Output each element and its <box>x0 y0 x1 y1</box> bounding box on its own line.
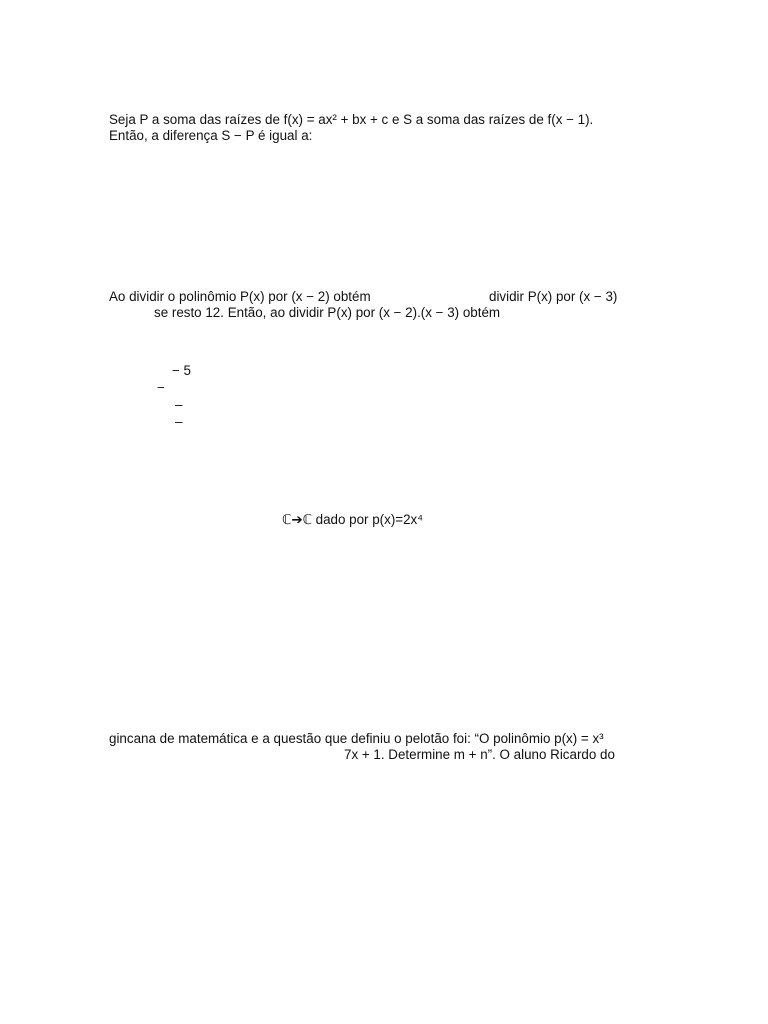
question-2-line-1b: dividir P(x) por (x − 3) <box>489 289 618 304</box>
question-4-line-1: gincana de matemática e a questão que definiu o pelotão foi: “O polinômio p(x) = x³ <box>109 731 604 746</box>
question-1-line-1: Seja P a soma das raízes de f(x) = ax² + bx + c e S a soma das raízes de f(x − 1). <box>109 112 594 127</box>
question-2-line-1a: Ao dividir o polinômio P(x) por (x − 2) obtém <box>109 289 371 304</box>
question-2-fragment-2: − <box>157 380 165 395</box>
question-2-fragment-3: – <box>175 397 183 412</box>
question-2-fragment-4: – <box>175 414 183 429</box>
question-2-fragment-1: − 5 <box>172 363 191 378</box>
question-3-text: ℂ➔ℂ dado por p(x)=2x⁴ <box>282 512 424 527</box>
question-2-line-2: se resto 12. Então, ao dividir P(x) por (x − 2).(x − 3) obtém <box>154 305 501 320</box>
question-1-line-2: Então, a diferença S − P é igual a: <box>109 128 313 143</box>
question-4-line-2: 7x + 1. Determine m + n”. O aluno Ricardo do <box>344 747 615 762</box>
